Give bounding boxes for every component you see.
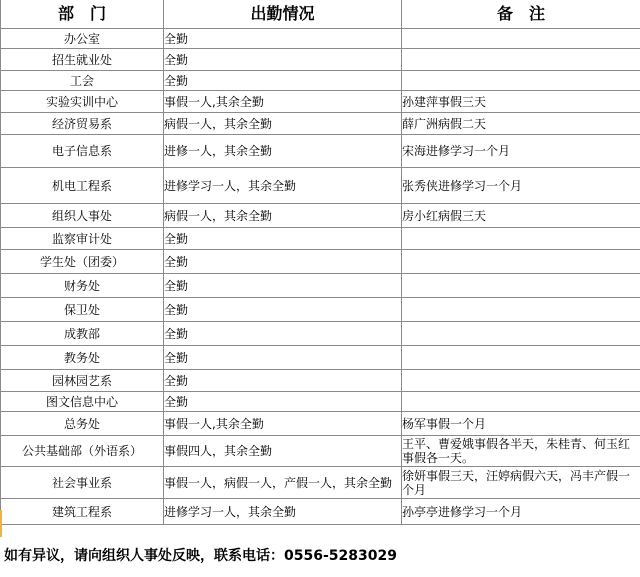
department-cell: 园林园艺系 <box>1 370 164 392</box>
attendance-cell: 全勤 <box>164 250 402 274</box>
department-cell: 办公室 <box>1 29 164 49</box>
attendance-cell: 事假一人,其余全勤 <box>164 412 402 436</box>
remarks-cell: 孙亭亭进修学习一个月 <box>402 499 640 525</box>
attendance-cell: 全勤 <box>164 392 402 412</box>
remarks-cell: 孙建萍事假三天 <box>402 91 640 113</box>
header-row <box>1 0 640 29</box>
table-row <box>1 29 640 49</box>
attendance-cell: 事假一人，病假一人，产假一人，其余全勤 <box>164 467 402 499</box>
attendance-cell: 进修学习一人，其余全勤 <box>164 499 402 525</box>
department-cell: 学生处（团委） <box>1 250 164 274</box>
table-row <box>1 370 640 392</box>
table-row <box>1 204 640 228</box>
remarks-cell: 宋海进修学习一个月 <box>402 135 640 168</box>
department-cell: 财务处 <box>1 274 164 298</box>
remarks-cell <box>402 298 640 322</box>
remarks-cell <box>402 322 640 346</box>
attendance-cell: 全勤 <box>164 49 402 71</box>
department-cell: 公共基础部（外语系） <box>1 436 164 467</box>
department-cell: 图文信息中心 <box>1 392 164 412</box>
department-cell: 工会 <box>1 71 164 91</box>
table-row <box>1 467 640 499</box>
table-row <box>1 91 640 113</box>
department-cell: 保卫处 <box>1 298 164 322</box>
remarks-cell <box>402 346 640 370</box>
attendance-cell: 事假四人，其余全勤 <box>164 436 402 467</box>
department-cell: 成教部 <box>1 322 164 346</box>
attendance-cell: 进修学习一人，其余全勤 <box>164 168 402 204</box>
department-cell: 组织人事处 <box>1 204 164 228</box>
attendance-cell: 全勤 <box>164 370 402 392</box>
table-row <box>1 412 640 436</box>
department-cell: 社会事业系 <box>1 467 164 499</box>
department-cell: 机电工程系 <box>1 168 164 204</box>
table-row <box>1 71 640 91</box>
table-row <box>1 49 640 71</box>
table-row <box>1 250 640 274</box>
department-cell: 电子信息系 <box>1 135 164 168</box>
attendance-cell: 病假一人，其余全勤 <box>164 204 402 228</box>
remarks-cell <box>402 228 640 250</box>
header-remarks: 备 注 <box>402 0 640 29</box>
remarks-cell <box>402 370 640 392</box>
department-cell: 实验实训中心 <box>1 91 164 113</box>
table-row <box>1 392 640 412</box>
table-row <box>1 168 640 204</box>
table-row <box>1 346 640 370</box>
department-cell: 经济贸易系 <box>1 113 164 135</box>
remarks-cell <box>402 274 640 298</box>
department-cell: 招生就业处 <box>1 49 164 71</box>
department-cell: 总务处 <box>1 412 164 436</box>
attendance-cell: 进修一人，其余全勤 <box>164 135 402 168</box>
department-cell: 教务处 <box>1 346 164 370</box>
remarks-cell <box>402 49 640 71</box>
remarks-cell: 张秀侠进修学习一个月 <box>402 168 640 204</box>
remarks-cell: 房小红病假三天 <box>402 204 640 228</box>
remarks-cell: 薛广洲病假二天 <box>402 113 640 135</box>
contact-footer: 如有异议，请向组织人事处反映，联系电话：0556-5283029 <box>4 548 397 564</box>
table-row <box>1 274 640 298</box>
table-row <box>1 322 640 346</box>
attendance-cell: 全勤 <box>164 71 402 91</box>
attendance-cell: 全勤 <box>164 298 402 322</box>
attendance-cell: 全勤 <box>164 346 402 370</box>
remarks-cell <box>402 392 640 412</box>
remarks-cell <box>402 250 640 274</box>
attendance-cell: 全勤 <box>164 228 402 250</box>
attendance-cell: 事假一人,其余全勤 <box>164 91 402 113</box>
remarks-cell: 杨军事假一个月 <box>402 412 640 436</box>
remarks-cell: 徐妍事假三天，汪婷病假六天，冯丰产假一个月 <box>402 467 640 499</box>
table-row <box>1 298 640 322</box>
attendance-cell: 全勤 <box>164 322 402 346</box>
attendance-cell: 全勤 <box>164 29 402 49</box>
row-marker <box>0 510 2 537</box>
department-cell: 建筑工程系 <box>1 499 164 525</box>
remarks-cell <box>402 71 640 91</box>
header-department: 部 门 <box>1 0 164 29</box>
table-row <box>1 113 640 135</box>
remarks-cell: 王平、曹爱娥事假各半天，朱桂青、何玉红事假各一天。 <box>402 436 640 467</box>
attendance-cell: 全勤 <box>164 274 402 298</box>
table-row <box>1 436 640 467</box>
table-row <box>1 228 640 250</box>
remarks-cell <box>402 29 640 49</box>
attendance-cell: 病假一人，其余全勤 <box>164 113 402 135</box>
department-cell: 监察审计处 <box>1 228 164 250</box>
header-attendance: 出勤情况 <box>164 0 402 29</box>
table-row <box>1 499 640 525</box>
table-row <box>1 135 640 168</box>
